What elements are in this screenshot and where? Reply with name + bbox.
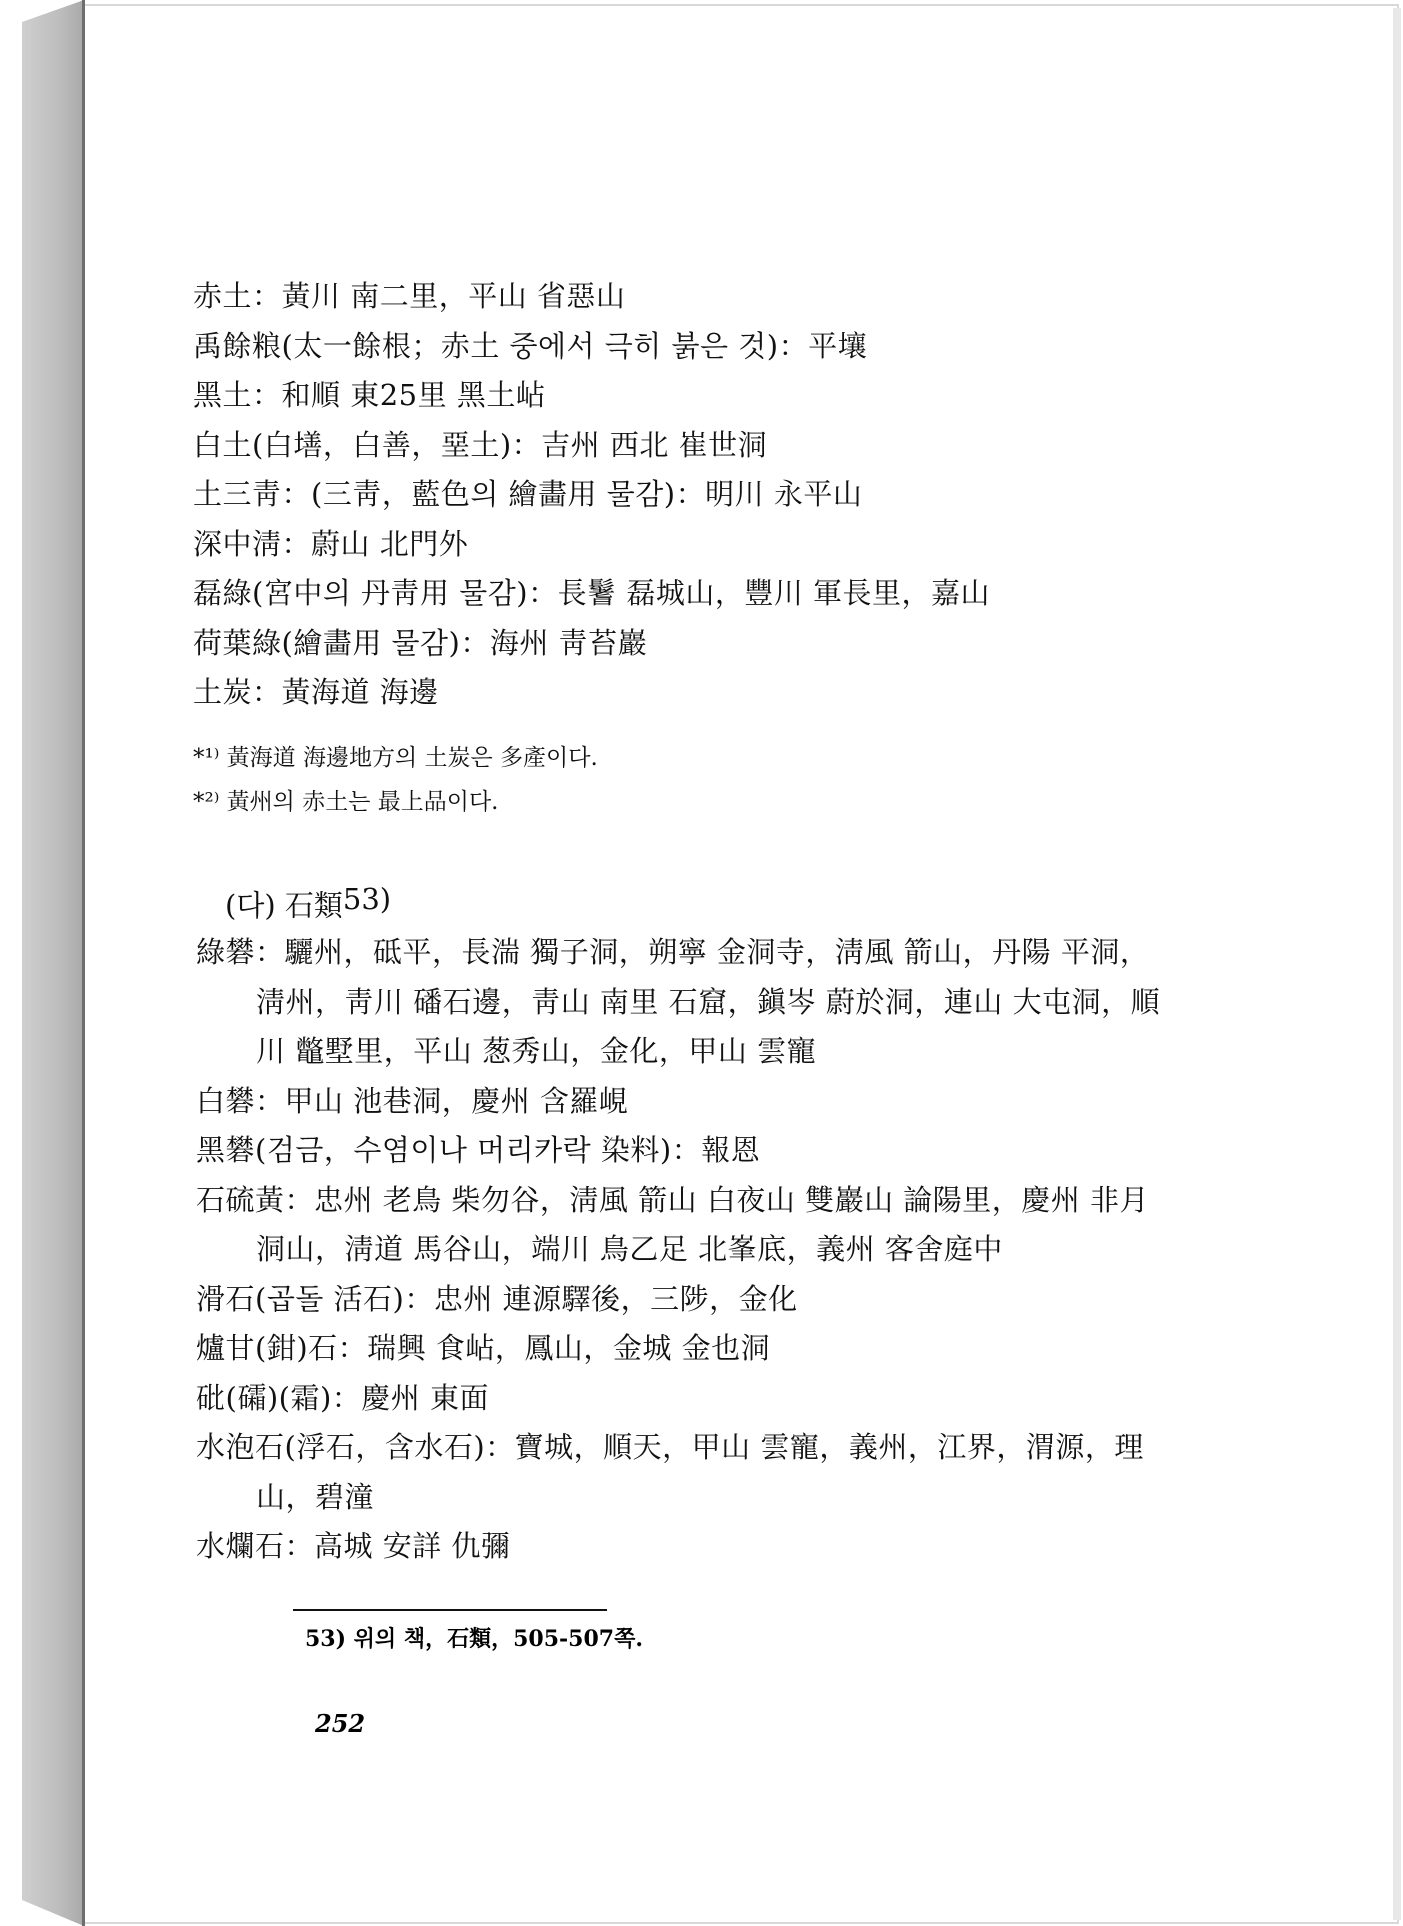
stone-entry: 黑礬(검금，수염이나 머리카락 染料)：報恩 — [196, 1133, 761, 1167]
book-spine — [22, 0, 84, 1926]
stone-entry-cont: 淸州，靑川 磻石邊，靑山 南里 石窟，鎭岑 蔚於洞，連山 大屯洞，順 — [256, 984, 1161, 1019]
section-title: (다) 石類 — [225, 888, 343, 923]
notes — [193, 736, 1263, 824]
footnote: 53) 위의 책，石類，505-507쪽. — [305, 1626, 643, 1652]
mineral-entry: 赤土：黃川 南二里，平山 省惡山 — [193, 279, 626, 313]
stone-entry-cont: 洞山，淸道 馬谷山，端川 鳥乙足 北峯底，義州 客舍庭中 — [256, 1232, 1003, 1266]
stone-entry: 石硫黃：忠州 老鳥 柴勿谷，淸風 箭山 白夜山 雙巖山 論陽里，慶州 非月 — [196, 1182, 1150, 1217]
mineral-entry: 磊綠(宮中의 丹靑用 물감)：長鬐 磊城山，豐川 軍長里，嘉山 — [193, 576, 991, 610]
stone-entry: 水爛石：高城 安詳 仇彌 — [196, 1529, 511, 1563]
stone-entry-cont: 川 鼈墅里，平山 葱秀山，金化，甲山 雲寵 — [256, 1034, 817, 1068]
mineral-entry: 禹餘粮(太一餘根；赤土 중에서 극히 붉은 것)：平壤 — [193, 328, 868, 363]
footnote-rule — [293, 1609, 607, 1611]
section-heading — [225, 882, 1295, 924]
stone-entry: 白礬：甲山 池巷洞，慶州 含羅峴 — [196, 1083, 629, 1118]
note-line: *²⁾ 黃州의 赤土는 最上品이다. — [193, 789, 499, 815]
page-edge-shadow — [1393, 8, 1401, 1920]
section-note-ref: 53) — [342, 882, 392, 916]
stone-entry: 滑石(곱돌 活石)：忠州 連源驛後，三陟，金化 — [196, 1281, 798, 1316]
mineral-entry: 荷葉綠(繪畵用 물감)：海州 靑苔巖 — [193, 625, 648, 660]
note-line: *¹⁾ 黃海道 海邊地方의 土炭은 多產이다. — [193, 745, 598, 771]
stone-entry: 爐甘(鉗)石：瑞興 食岾，鳳山，金城 金也洞 — [196, 1331, 771, 1365]
stone-entry: 砒(礵)(霜)：慶州 東面 — [196, 1380, 489, 1415]
mineral-list-upper — [193, 272, 1263, 718]
mineral-entry: 黑土：和順 東25里 黑土岾 — [193, 378, 546, 412]
stone-entry: 綠礬：驪州，砥平，長湍 獨子洞，朔寧 金洞寺，淸風 箭山，丹陽 平洞， — [196, 935, 1150, 969]
page-number: 252 — [315, 1709, 366, 1738]
stone-entry-cont: 山，碧潼 — [256, 1479, 375, 1514]
stone-entry: 水泡石(浮石，含水石)：寶城，順天，甲山 雲寵，義州，江界，渭源，理 — [196, 1430, 1144, 1464]
mineral-entry: 深中淸：蔚山 北門外 — [193, 526, 469, 561]
stone-list — [196, 928, 1266, 1572]
mineral-entry: 白土(白墡，白善，堊土)：吉州 西北 崔世洞 — [193, 427, 768, 462]
mineral-entry: 土炭：黃海道 海邊 — [193, 675, 439, 709]
mineral-entry: 土三靑：(三靑，藍色의 繪畵用 물감)：明川 永平山 — [193, 477, 863, 511]
